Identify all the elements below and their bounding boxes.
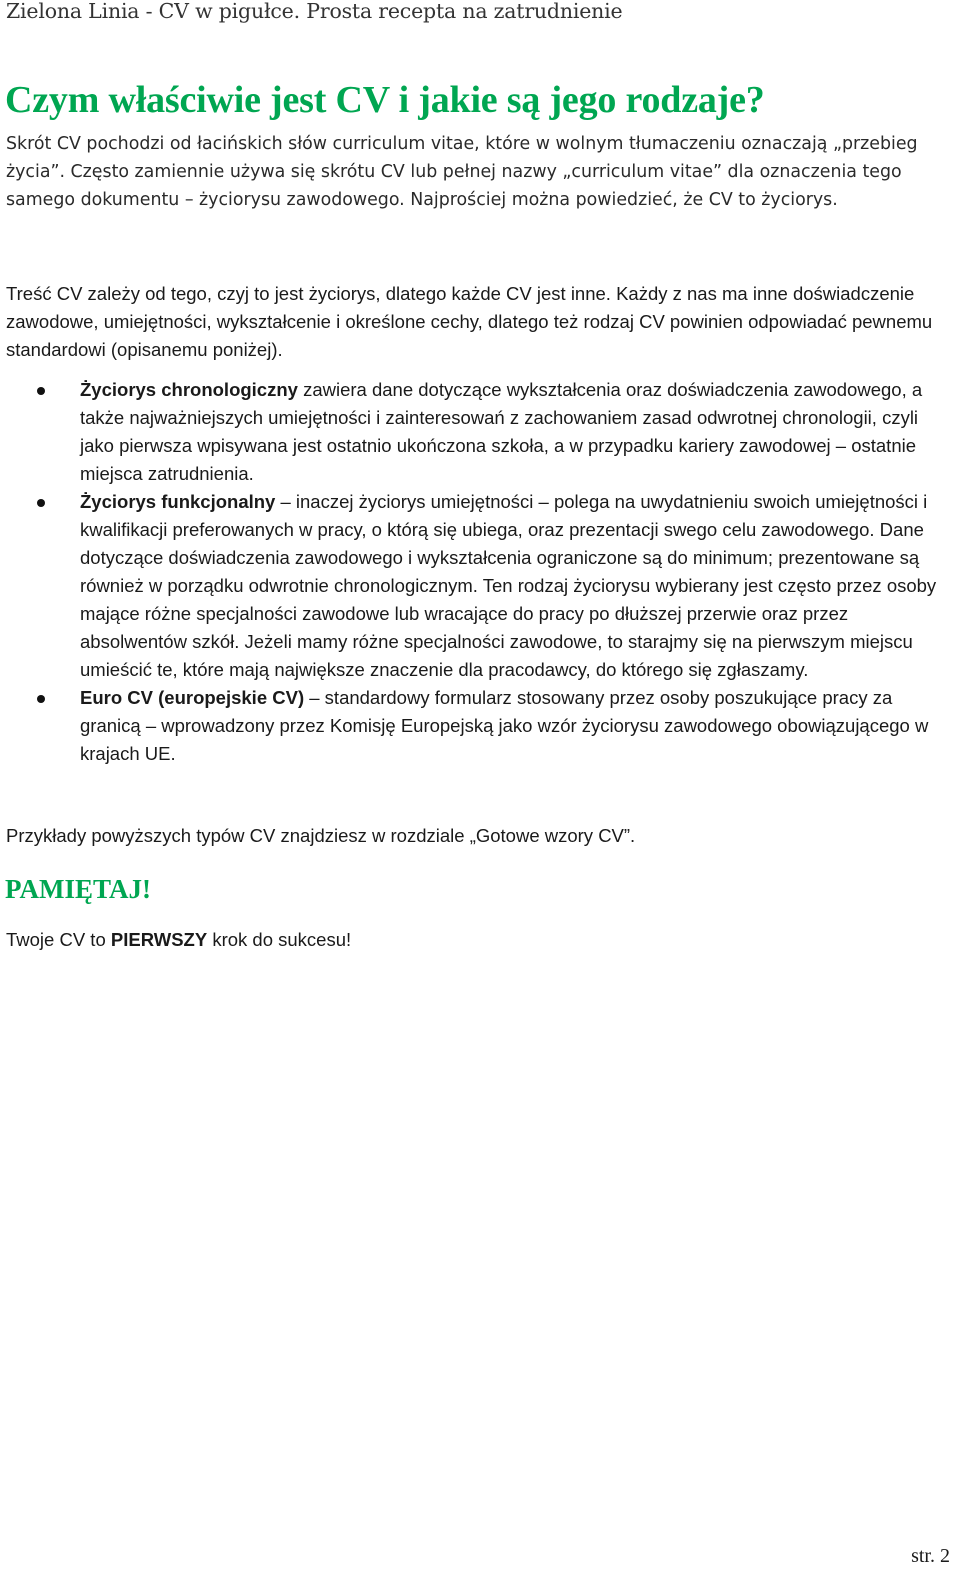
cv-type-description: – standardowy formularz stosowany przez osoby poszukujące pracy za granicą – wprowadzony przez Komisję Europejską jako wzór życiorysu zawodowego obowiązującego w krajach UE. xyxy=(80,687,929,764)
cv-types-list xyxy=(0,376,960,768)
cv-type-description: – inaczej życiorys umiejętności – polega na uwydatnieniu swoich umiejętności i kwalifikacji preferowanych w pracy, o którą się ubiega, oraz prezentacji swego celu zawodowego. Dane dotyczące doświadczenia zawodowego i wykształcenia ograniczone są do minimum; prezentowane są również w porządku odwrotnie chronologicznym. Ten rodzaj życiorysu wybierany jest często przez osoby mające różne specjalności zawodowe lub wracające do pracy po dłuższej przerwie oraz przez absolwentów szkół. Jeżeli mamy różne specjalności zawodowe, to starajmy się na pierwszym miejscu umieścić te, które mają największe znaczenie dla pracodawcy, do którego się zgłaszamy. xyxy=(80,491,937,680)
bullet-icon xyxy=(37,387,45,395)
bullet-icon xyxy=(37,499,45,507)
reminder-text-start: Twoje CV to xyxy=(6,929,111,950)
bullet-icon xyxy=(37,695,45,703)
cv-type-name: Życiorys funkcjonalny xyxy=(80,491,276,512)
examples-note: Przykłady powyższych typów CV znajdziesz w rozdziale „Gotowe wzory CV”. xyxy=(6,825,636,846)
intro-paragraph: Skrót CV pochodzi od łacińskich słów curriculum vitae, które w wolnym tłumaczeniu oznaczają „przebieg życia”. Często zamiennie używa się skrótu CV lub pełnej nazwy „curriculum vitae” dla oznaczenia tego samego dokumentu – życiorysu zawodowego. Najprościej można powiedzieć, że CV to życiorys. xyxy=(6,134,918,210)
cv-type-description: zawiera dane dotyczące wykształcenia oraz doświadczenia zawodowego, a także najważniejszych umiejętności i zainteresowań z zachowaniem zasad odwrotnej chronologii, czyli jako pierwsza wpisywana jest ostatnio ukończona szkoła, a w przypadku kariery zawodowej – ostatnie miejsca zatrudnienia. xyxy=(80,379,923,484)
running-header: Zielona Linia - CV w pigułce. Prosta recepta na zatrudnienie xyxy=(6,0,623,23)
list-item xyxy=(0,684,948,768)
list-item xyxy=(0,488,948,684)
list-item xyxy=(0,376,948,488)
reminder-text xyxy=(6,926,351,954)
cv-type-name: Życiorys chronologiczny xyxy=(80,379,298,400)
cv-type-name: Euro CV (europejskie CV) xyxy=(80,687,305,708)
reminder-text-end: krok do sukcesu! xyxy=(207,929,352,950)
content-paragraph: Treść CV zależy od tego, czyj to jest życiorys, dlatego każde CV jest inne. Każdy z nas ma inne doświadczenie zawodowe, umiejętności, wykształcenie i określone cechy, dlatego też rodzaj CV powinien odpowiadać pewnemu standardowi (opisanemu poniżej). xyxy=(6,283,933,360)
section-title: Czym właściwie jest CV i jakie są jego rodzaje? xyxy=(5,79,765,121)
reminder-title: PAMIĘTAJ! xyxy=(5,874,151,904)
reminder-emphasis: PIERWSZY xyxy=(110,929,208,950)
page-number: str. 2 xyxy=(911,1545,950,1567)
